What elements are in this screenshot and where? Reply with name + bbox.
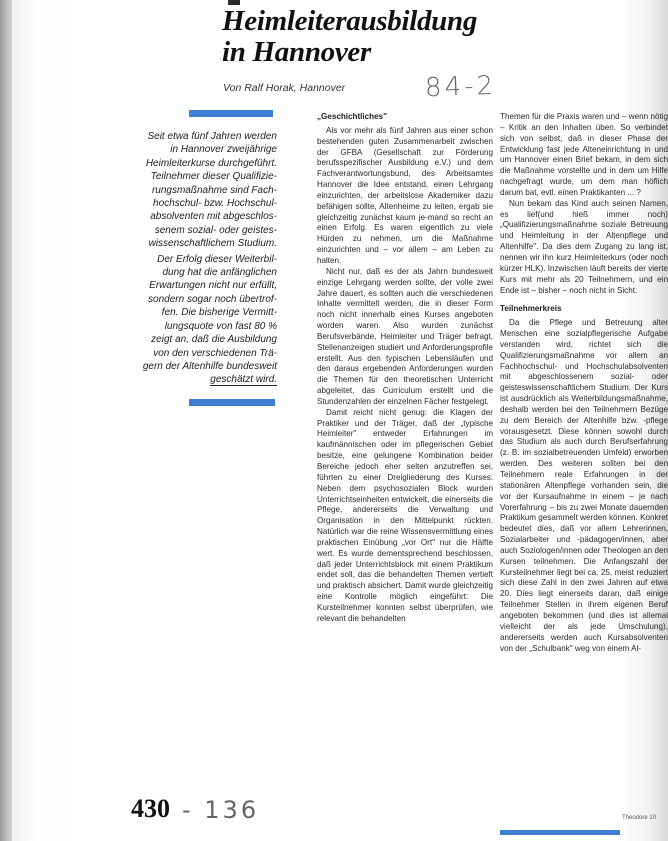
intro-line: gern der Altenhilfe bundesweit	[142, 360, 277, 372]
blue-rule-top	[189, 110, 273, 117]
title-line-2: in Hannover	[222, 36, 371, 68]
intro-line: senem sozial- oder geistes-	[154, 224, 277, 236]
text-column-2	[317, 112, 493, 625]
intro-line: Erwartungen nicht nur erfüllt,	[149, 280, 277, 292]
binding-shadow	[0, 0, 12, 841]
intro-line-underlined: geschätzt wird.	[210, 374, 277, 386]
intro-line: von den verschiedenen Trä-	[153, 347, 277, 359]
intro-line: in Hannover zweijährige	[170, 144, 277, 156]
section-heading-participants: Teilnehmerkreis	[500, 304, 562, 314]
intro-line: zeigt an, daß die Ausbildung	[151, 334, 277, 346]
intro-line: dung hat die anfänglichen	[162, 267, 277, 279]
text-column-3	[500, 112, 668, 654]
handwritten-page-annotation: - 136	[182, 796, 260, 824]
handwritten-note: 84-2	[424, 70, 497, 104]
intro-line: absolventen mit abgeschlos-	[150, 211, 277, 223]
intro-line: Teilnehmer dieser Qualifizie-	[150, 171, 277, 183]
intro-line: lungsquote von fast 80 %	[164, 320, 277, 332]
blue-rule-bottom	[189, 399, 275, 406]
author-byline: Von Ralf Horak, Hannover	[223, 82, 346, 94]
body-paragraph: Nun bekam das Kind auch seinen Namen, es lief(und hieß immer noch) „Qualifizierungsmaßnahme soziale Betreuung und Heimleitung in der Altenpflege und Altenhilfe". Da dies dem Zugang zu lang ist, nennen wir ihn kurz Heimleiterkurs (oder noch kürzer HLK). Inzwischen läuft bereits der vierte Kurs mit mehr als 20 Teilnehmern, und ein Ende ist – bisher – noch nicht in Sicht.	[500, 198, 668, 295]
intro-line: Der Erfolg dieser Weiterbil-	[157, 253, 277, 265]
blue-rule-footer	[500, 830, 620, 835]
section-heading-history: „Geschichtliches"	[317, 112, 387, 121]
intro-line: wissenschaftlichem Studium.	[148, 238, 277, 250]
article-title	[222, 6, 477, 68]
intro-line: fen. Die bisherige Vermitt-	[161, 307, 277, 319]
intro-line: Heimleiterkurse durchgeführt.	[145, 157, 277, 169]
body-paragraph: Damit reicht nicht genug: die Klagen der Praktiker und der Träger, daß der „typische Heimleiter" entweder Erfahrungen im kaufmännischen oder im pflegerischen Gebiet besitze, eine gelungene Kombination beider Bereiche jedoch eher selten anzutreffen sei, führten zu einer Dreigliederung des Kurses: Neben dem psychosozialen Block wurden Unterrichtseinheiten entwickelt, die einerseits die Pflege, andererseits die Verwaltung und Organisation in den Mittelpunkt rückten. Natürlich war die reine Wissensvermittlung eines praktischen Einübung „vor Ort" nur die Hälfte wert. Es wurde dementsprechend beschlossen, daß jeder Unterrichtsblock mit einem Praktikum endet soll, das die behandelten Themen vertieft und praktisch absichert. Damit wurde gleichzeitig eine Kontrolle möglich eingeführt: Die Kursteilnehmer konnten selbst überprüfen, wie relevant die behandelten	[317, 407, 493, 623]
page-number: 430	[131, 794, 170, 823]
source-footer: Theodore 10	[622, 815, 657, 821]
intro-line: sondern sogar noch übertrof-	[148, 293, 277, 305]
intro-line: Seit etwa fünf Jahren werden	[147, 131, 277, 142]
intro-block	[129, 130, 277, 387]
title-line-1: Heimleiterausbildung	[222, 5, 478, 37]
intro-paragraph-1	[129, 130, 277, 251]
body-paragraph: Nicht nur, daß es der als Jahrn bundesweit einzige Lehrgang werden sollte, der volle zwei Jahre dauert, es sollten auch die verschiedenen Inhalte vermittelt werden, die in dieser Form noch nicht innerhalb eines Kurses angeboten worden waren. Also wurden zunächst Berufsverbände, Heimleiter und Träger befragt, Stellenanzeigen studiert und Anforderungsprofile erstellt. Aus den typischen Lebensläufen und den daraus ergebenden Anforderungen wurden die Themen für den theoretischen Unterricht abgeleitet, das Curriculum erstellt und die Stundenzahlen der einzelnen Fächer festgelegt.	[317, 266, 493, 406]
intro-line: rungsmaßnahme sind Fach-	[151, 184, 277, 196]
body-paragraph: Da die Pflege und Betreuung alter Menschen eine sozialpflegerische Aufgabe verstanden wird, richtet sich die Qualifizierungsmaßnahme vor allem an Fachhochschul- und Hochschulabsolventen mit abgeschlossenem sozial- oder geisteswissenschaftlichem Studium. Der Kurs ist ausdrücklich als Weiterbildungsmaßnahme, deshalb werden bei den Teilnehmern Bezüge zu dem Bereich der Altenhilfe bzw. -pflege vorausgesetzt. Diese können sowohl durch das Studium als auch durch Berufserfahrung (z. B. im sozialbetreuenden Umfeld) erworben werden. Des weiteren sollten bei den Teilnehmern reale Erfahrungen in der stationären Altenpflege vorhanden sein, die vor der Kursaufnahme in einem – je nach Vorerfahrung – bis zu zwei Monate dauernden Praktikum gesammelt werden können. Konkret bedeutet dies, daß vor allem Lehrerinnen, Sozialarbeiter und -pädagogen/innen, aber auch Soziologen/innen oder Theologen an den Kursen teilnehmen. Die Anfangszahl der Kursteilnehmer liegt bei ca. 25, meist reduziert sich diese Zahl in den zwei Jahren auf etwa 20. Dies liegt einerseits daran, daß einige Teilnehmer Stellen in ihrem eigenen Beruf angeboten bekommen (und dies ist allemal vielleicht der als jede Umschulung), andererseits werden auch Kursabsolventen von der „Schulbank" weg von einem Al-	[500, 318, 668, 653]
intro-line: hochschul- bzw. Hochschul-	[153, 198, 277, 210]
intro-paragraph-2	[129, 253, 277, 387]
body-paragraph: Themen für die Praxis waren und – wenn nötig – Kritik an den Inhalten üben. So verbindet sich von selbst, daß in dieser Phase der Entwicklung fast jede Alteneinrichtung in und um Hannover einen Brief bekam, in dem sich die Maßnahme vorstellte und in dem um Hilfe nachgefragt wurde, um dem man höflich darum bat, evtl. einen Praktikanten ... ?	[500, 112, 668, 197]
body-paragraph: Als vor mehr als fünf Jahren aus einer schon bestehenden guten Zusammenarbeit zwischen der GFBA (Gesellschaft zur Förderung berufsspezifischer Ausbildung e.V.) und dem Fachverantwortungsbund, des Arbeitsamtes Hannover die Idee entstand, einen Lehrgang einzurichten, der arbeitslose Akademiker dazu befähigen sollte, Altenheime zu leiten, ergab sie gleichzeitig zunächst kaum je-mand so recht an einen Erfolg. Es waren eigentlich zu viele Hürden zu nehmen, um die Maßnahme einzurichten und – vor allem – am Leben zu halten.	[317, 125, 493, 265]
